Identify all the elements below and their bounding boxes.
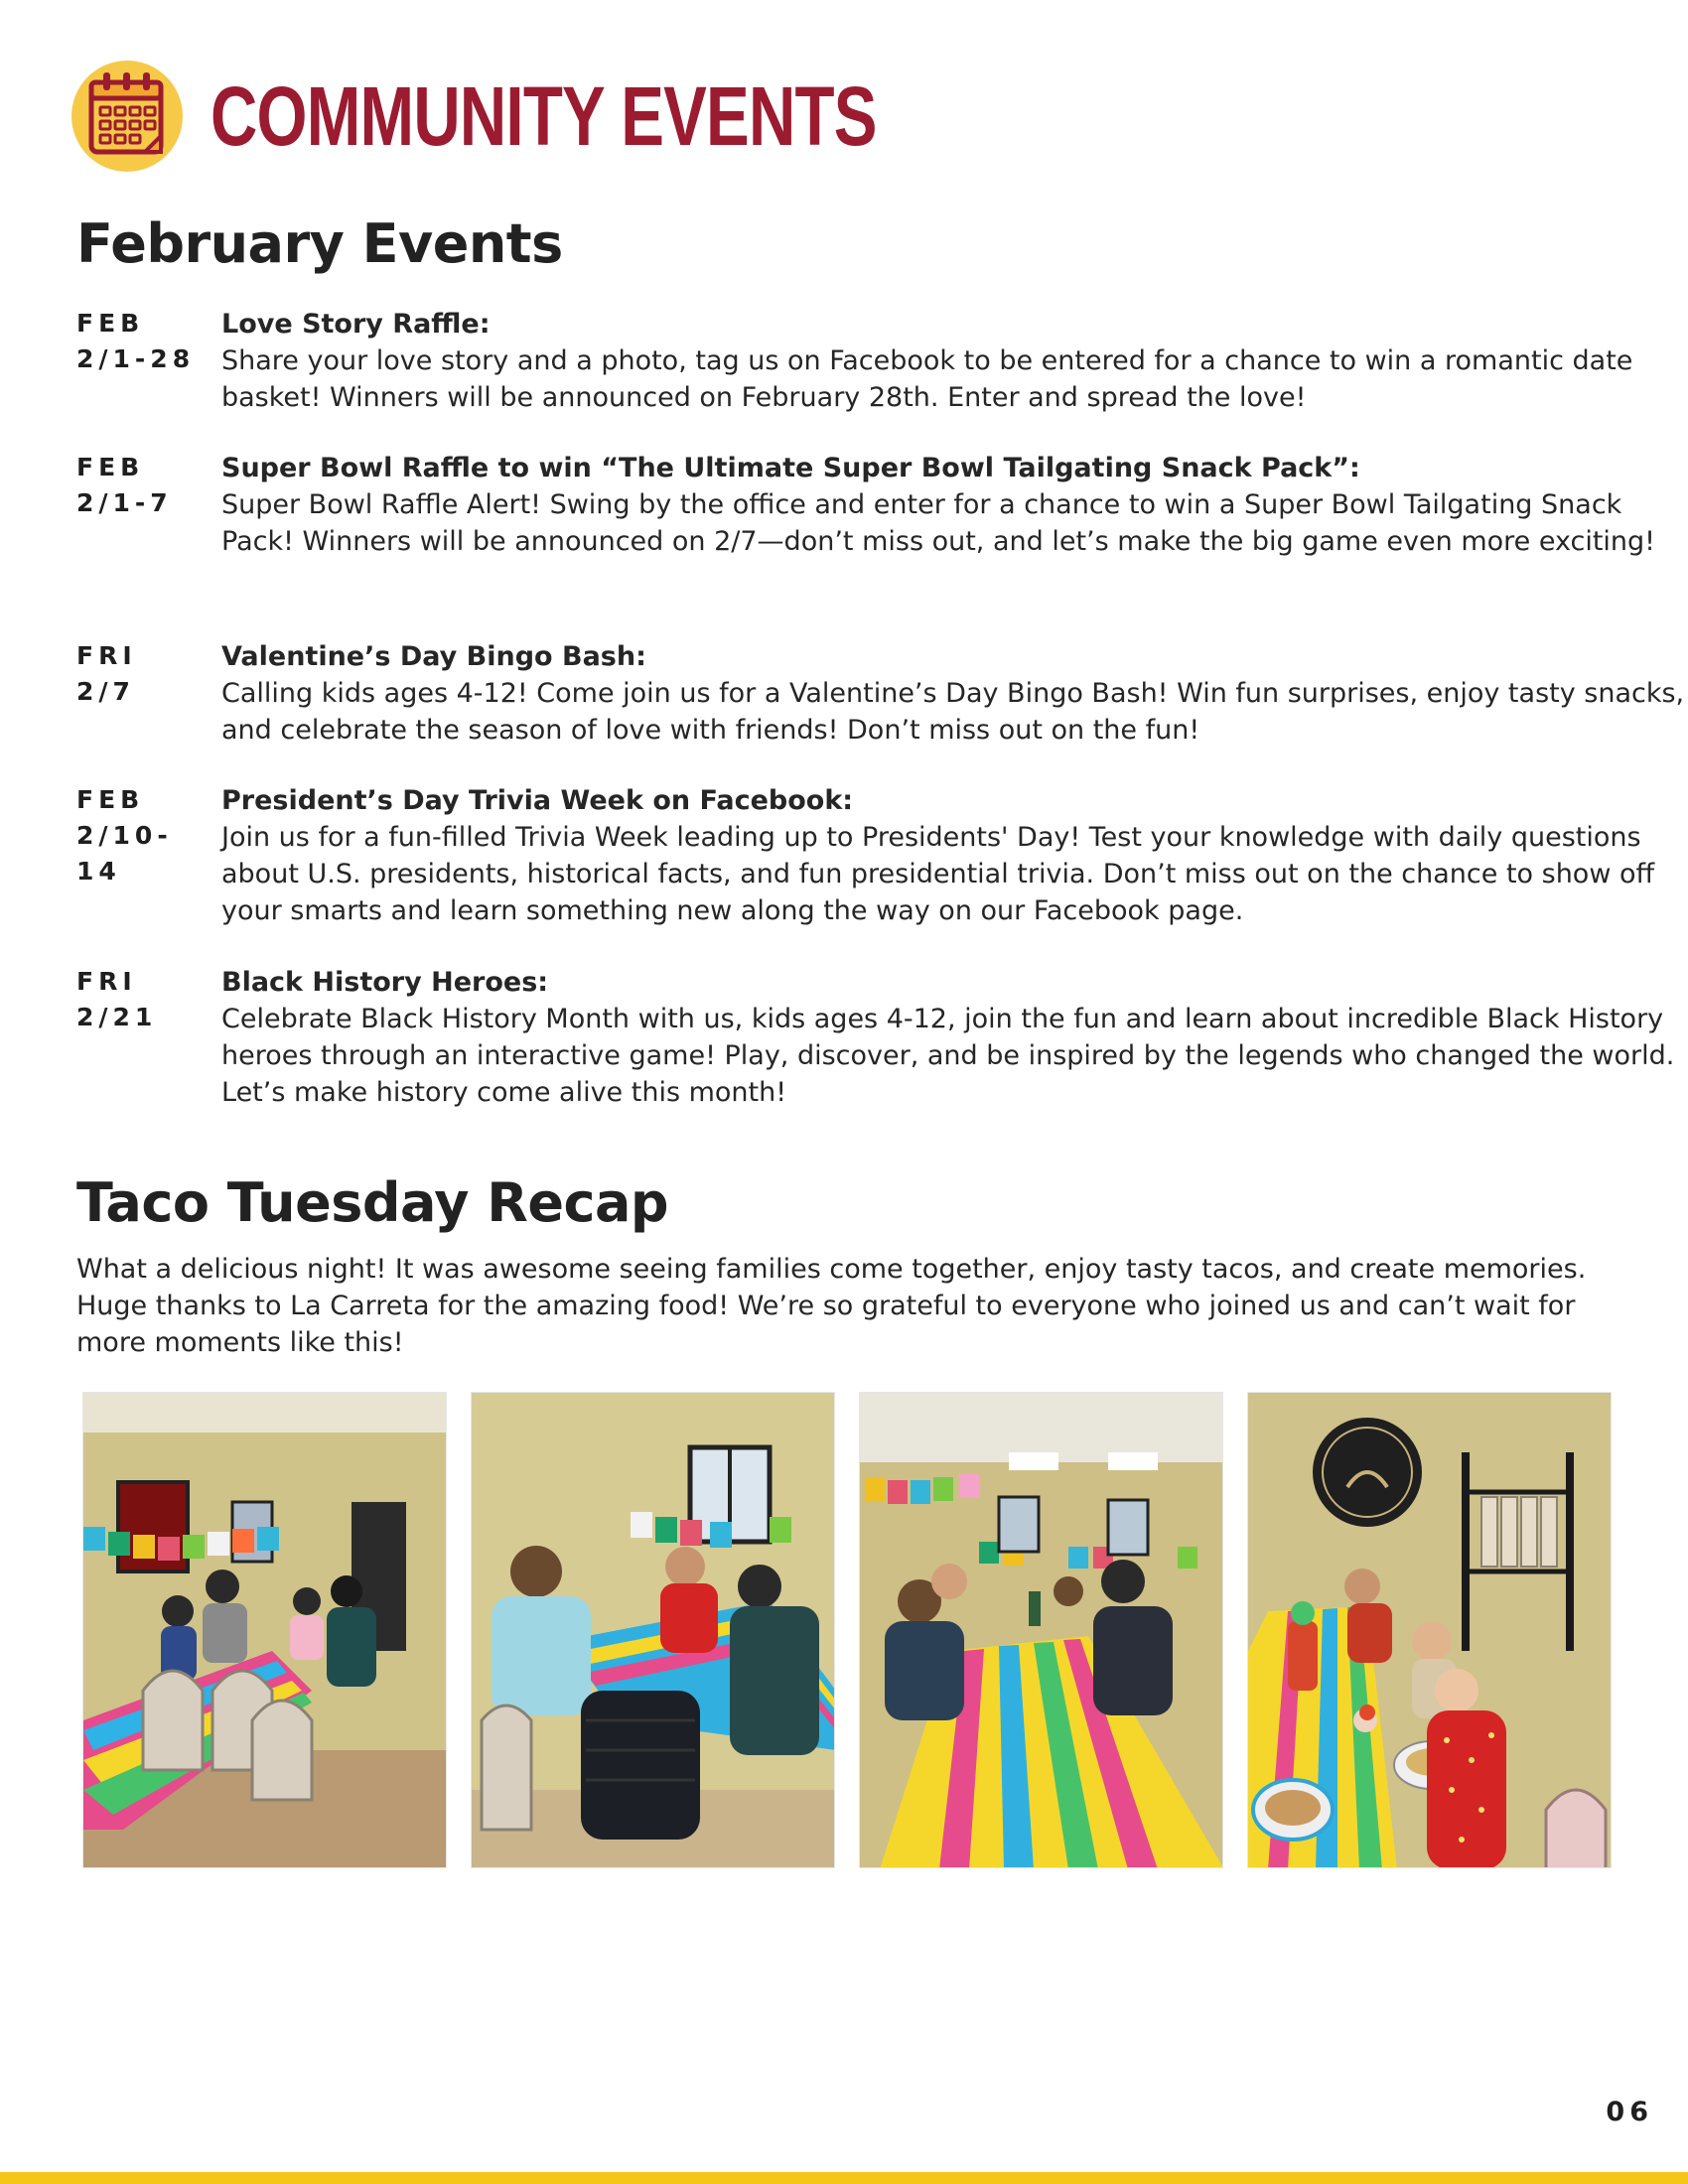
event-description: Join us for a fun-filled Trivia Week leading up to Presidents' Day! Test your knowledge with daily questions about U.S. presidents, historical facts, and fun presidential trivia. Don’t miss out on the chance to show off your smarts and learn something new along the way on our Facebook page.: [221, 822, 1655, 926]
event-date-range: 2/7: [76, 677, 135, 706]
page-header: [71, 58, 1064, 175]
taco-tuesday-heading: Taco Tuesday Recap: [76, 1171, 669, 1234]
event-title: Valentine’s Day Bingo Bash:: [221, 641, 646, 672]
event-body: [221, 450, 1688, 560]
event-body: [221, 782, 1688, 929]
event-day: FRI: [76, 641, 137, 670]
event-title: Black History Heroes:: [221, 967, 549, 998]
event-date-range: 2/1-7: [76, 488, 173, 517]
february-events-heading: February Events: [76, 212, 563, 275]
event-photo-1: [82, 1392, 447, 1868]
calendar-icon: [71, 61, 183, 172]
event-photo-4: [1247, 1392, 1612, 1868]
event-day: FEB: [76, 453, 145, 481]
page-number: 06: [1606, 2097, 1653, 2127]
event-date: [76, 964, 215, 1035]
footer-accent-bar: [0, 2172, 1688, 2184]
event-day: FEB: [76, 309, 145, 338]
event-description: Share your love story and a photo, tag us on Facebook to be entered for a chance to win a romantic date basket! Winners will be announced on February 28th. Enter and spread the love!: [221, 345, 1633, 413]
event-description: Calling kids ages 4-12! Come join us for a Valentine’s Day Bingo Bash! Win fun surprises, enjoy tasty snacks, and celebrate the season of love with friends! Don’t miss out on the fun!: [221, 678, 1685, 746]
event-day: FRI: [76, 967, 137, 996]
event-body: [221, 638, 1688, 749]
event-photo-3: [859, 1392, 1223, 1868]
event-body: [221, 964, 1688, 1111]
event-date: [76, 638, 215, 710]
event-photo-2: [471, 1392, 835, 1868]
event-date: [76, 782, 215, 889]
event-date-range: 2/10-14: [76, 821, 173, 886]
event-title: Super Bowl Raffle to win “The Ultimate Super Bowl Tailgating Snack Pack”:: [221, 453, 1360, 483]
photo-gallery: [82, 1392, 1612, 1868]
recap-text: What a delicious night! It was awesome seeing families come together, enjoy tasty tacos, and create memories. Huge thanks to La Carreta for the amazing food! We’re so grateful to everyone who joined us and can’t wait for more moments like this!: [76, 1254, 1587, 1358]
event-day: FEB: [76, 785, 145, 814]
event-description: Celebrate Black History Month with us, kids ages 4-12, join the fun and learn about incredible Black History heroes through an interactive game! Play, discover, and be inspired by the legends who changed the world. Let’s make history come alive this month!: [221, 1004, 1675, 1108]
page-title: COMMUNITY EVENTS: [211, 68, 877, 163]
event-date: [76, 306, 215, 377]
event-date: [76, 450, 215, 521]
event-title: Love Story Raffle:: [221, 309, 491, 340]
event-date-range: 2/1-28: [76, 344, 196, 373]
event-date-range: 2/21: [76, 1003, 158, 1031]
event-title: President’s Day Trivia Week on Facebook:: [221, 785, 854, 816]
event-description: Super Bowl Raffle Alert! Swing by the office and enter for a chance to win a Super Bowl Tailgating Snack Pack! Winners will be announced on 2/7—don’t miss out, and let’s make the big game even more exciting!: [221, 489, 1655, 557]
event-body: [221, 306, 1688, 416]
